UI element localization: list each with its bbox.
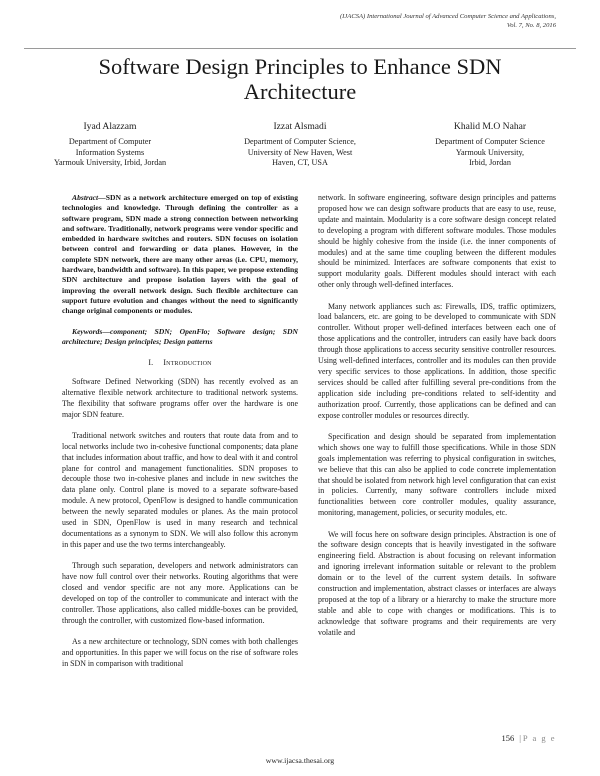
keywords: Keywords—component; SDN; OpenFlo; Software design; SDN architecture; Design principles; Design patterns xyxy=(62,326,298,347)
paper-title-line-2: Architecture xyxy=(243,79,357,104)
journal-name: (IJACSA) International Journal of Advanced Computer Science and Applications, xyxy=(339,13,556,20)
author-name: Iyad Alazzam xyxy=(83,121,137,132)
body-paragraph: Specification and design should be separated from implementation which shows one way to fulfill those specifications. While in those SDN goals implementation was referring to physical configuration in switches, we believe that this can also be applied to code concrete implementation that should be isolated from network high level configuration that can exist in policies. Currently, many software controllers include mixed functionalities between core controller modules, quality assurance, monitoring, management, policies, or security modules, etc. xyxy=(318,431,556,518)
journal-volume: Vol. 7, No. 8, 2016 xyxy=(506,22,556,29)
page-number xyxy=(501,733,556,743)
section-heading-introduction xyxy=(62,358,298,369)
abstract-text: —SDN as a network architecture emerged on top of existing technologies and knowledge. Through defining the controller as a software program, SDN made a strong connection between networking and software. Traditionally, network programs were vendor specific and embedded in hardware switches and routers. SDN focuses on isolation between control and forwarding or data planes. However, in the complete SDN network, there are many other areas (i.e. CPU, memory, hardware, bandwidth and software). In this paper, we propose extending SDN architecture and propose isolation layers with the goal of improving the overall network design. Such flexible architecture can support future evolution and changes without the need to significantly change original components or modules. xyxy=(62,193,298,316)
author-affiliation-line: Irbid, Jordan xyxy=(469,158,511,167)
author-name: Khalid M.O Nahar xyxy=(453,121,527,132)
journal-header xyxy=(136,12,556,30)
author-affiliation-line: University of New Haven, West xyxy=(247,147,353,157)
author-name: Izzat Alsmadi xyxy=(273,121,327,132)
author-affiliation-line: Haven, CT, USA xyxy=(272,158,328,167)
abstract-label: Abstract xyxy=(72,193,99,202)
body-paragraph: Traditional network switches and routers that route data from and to local networks include two in-cohesive functional components; data plane that includes information about traffic, and how to deal with it and control plane for control and management functionalities. SDN proposes to decouple those two in-cohesive planes and include in new switches the data plane only. Control plane is moved to a separate software-based module. A new protocol, OpenFlow is designed to handle communication between the newly separated modules or planes. As the main protocol used in SDN, OpenFlow is used in many research and technical documentations as a synonym to SDN. We will also follow this acronym in this paper and use the two terms interchangeably. xyxy=(62,430,298,549)
left-column xyxy=(62,193,298,680)
journal-url: www.ijacsa.thesai.org xyxy=(265,756,335,765)
author-affiliation-line: Yarmouk University, xyxy=(455,147,525,157)
paper-title xyxy=(0,54,600,104)
author-affiliation-line: Department of Computer Science xyxy=(435,137,545,146)
body-paragraph: As a new architecture or technology, SDN comes with both challenges and opportunities. In this paper we will focus on the rise of software roles in SDN in comparison with traditional xyxy=(62,637,298,668)
paper-title-line-1: Software Design Principles to Enhance SDN xyxy=(98,54,502,79)
section-number: I. xyxy=(148,357,154,367)
page-number-separator: | xyxy=(519,733,521,743)
page-number-value: 156 xyxy=(501,733,515,743)
abstract xyxy=(62,193,298,317)
author-affiliation-line: Department of Computer Science, xyxy=(244,137,356,146)
author-affiliation-line: Yarmouk University, Irbid, Jordan xyxy=(53,158,167,167)
body-paragraph: network. In software engineering, software design principles and patterns proposed how we can design software products that are easy to use, reuse, update and maintain. Modularity is a core software design concept related to developing a program with different software modules. Those modules should be highly cohesive from the inside (i.e. the inner components of modules) and at the same time coupling between the different modules should be minimized. Interfaces are software components that exist to support modularity goals. Different modules should interact with each other only through well-defined interfaces. xyxy=(318,193,556,290)
author-3 xyxy=(400,121,580,169)
author-affiliation-line: Information Systems xyxy=(75,147,145,157)
header-divider xyxy=(24,48,576,49)
page-label: P a g e xyxy=(522,733,556,743)
author-affiliation-line: Department of Computer xyxy=(68,137,152,146)
body-paragraph: We will focus here on software design principles. Abstraction is one of the software design concepts that is heavily investigated in the software engineering field. Abstraction is about focusing on relevant information and ignoring irrelevant information suitable or relevant to the problem domain or to the level of the current system details. In software construction and implementation, abstract classes or interfaces are always proposed at the top of a library or a hierarchy to make the structure more stable and able to cope with changes or modifications. This is to acknowledge that software programs and their requirements are very volatile and xyxy=(318,529,556,637)
body-paragraph: Software Defined Networking (SDN) has recently evolved as an alternative flexible network architecture to traditional network systems. The flexibility that software programs offer over the hardware is one major SDN feature. xyxy=(62,376,298,419)
author-2 xyxy=(210,121,390,169)
right-column xyxy=(318,193,556,649)
body-paragraph: Through such separation, developers and network administrators can have now full control over their networks. Routing algorithms that were closed and vendor specific are not any more. Applications can be developed on top of the controller to communicate and interact with the controller. Those applications, also called middle-boxes can be provided, through the controller, with customized flow-based information. xyxy=(62,561,298,625)
section-title: Introduction xyxy=(163,357,212,367)
author-1 xyxy=(20,121,200,169)
body-paragraph: Many network appliances such as: Firewalls, IDS, traffic optimizers, load balancers, etc. are going to be developed to communicate with SDN controller. Without proper well-defined interfaces between each one of those applications and the controller, intruders can easily have back doors through those applications to access security sensitive controller resources. Using well-defined interfaces, controller and its modules can then provide very specific services to those applications. In addition, those specific services should be called after fulfilling several pre-conditions from the application side including pre-conditions related to self-identity and authorization proof. Currently, those applications can be defined and can expose controller modules or resources directly. xyxy=(318,301,556,420)
